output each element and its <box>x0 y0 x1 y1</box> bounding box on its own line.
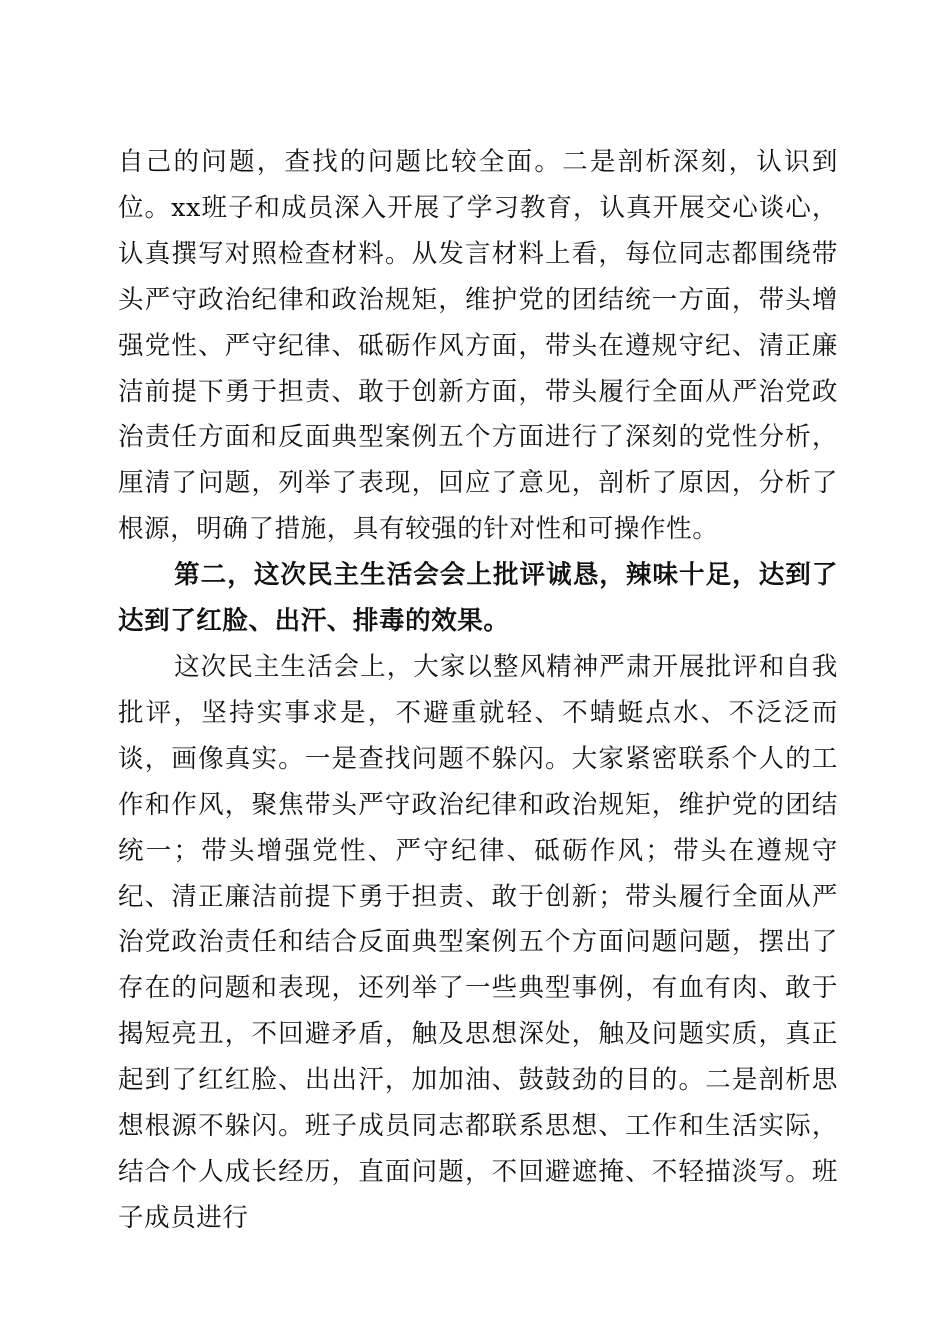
paragraph-criticism: 这次民主生活会上，大家以整风精神严肃开展批评和自我批评，坚持实事求是，不避重就轻、不蜻蜓点水、不泛泛而谈，画像真实。一是查找问题不躲闪。大家紧密联系个人的工作和作风，聚焦带头严守政治纪律和政治规矩，维护党的团结统一；带头增强党性、严守纪律、砥砺作风；带头在遵规守纪、清正廉洁前提下勇于担责、敢于创新；带头履行全面从严治党政治责任和结合反面典型案例五个方面问题问题，摆出了存在的问题和表现，还列举了一些典型事例，有血有肉、敢于揭短亮丑，不回避矛盾，触及思想深处，触及问题实质，真正起到了红红脸、出出汗，加加油、鼓鼓劲的目的。二是剖析思想根源不躲闪。班子成员同志都联系思想、工作和生活实际，结合个人成长经历，直面问题，不回避遮掩、不轻描淡写。班子成员进行 <box>118 651 838 1233</box>
section-heading-second: 第二，这次民主生活会会上批评诚恳，辣味十足，达到了达到了红脸、出汗、排毒的效果。 <box>118 560 838 637</box>
document-body <box>118 140 838 1242</box>
paragraph-continuation: 自己的问题，查找的问题比较全面。二是剖析深刻，认识到位。xx班子和成员深入开展了学习教育，认真开展交心谈心，认真撰写对照检查材料。从发言材料上看，每位同志都围绕带头严守政治纪律和政治规矩，维护党的团结统一方面，带头增强党性、严守纪律、砥砺作风方面，带头在遵规守纪、清正廉洁前提下勇于担责、敢于创新方面，带头履行全面从严治党政治责任方面和反面典型案例五个方面进行了深刻的党性分析，厘清了问题，列举了表现，回应了意见，剖析了原因，分析了根源，明确了措施，具有较强的针对性和可操作性。 <box>118 147 838 545</box>
